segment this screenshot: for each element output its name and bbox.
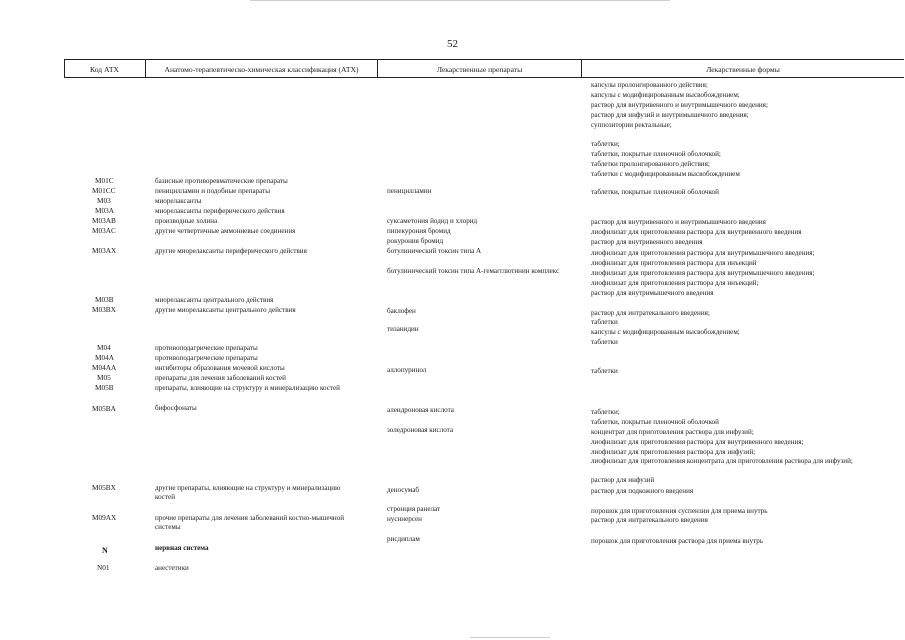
atc-name: производные холина: [155, 217, 218, 225]
atc-code: M01C: [95, 176, 114, 185]
drug-name: ботулинический токсин типа А-гемагглютинин комплекс: [387, 267, 560, 275]
forms-cell: лиофилизат для приготовления раствора для инъекций;: [591, 279, 759, 287]
atc-code: M05BA: [92, 404, 116, 413]
forms-cell: раствор для инфузий: [591, 476, 655, 484]
forms-cell: таблетки, покрытые пленочной оболочкой;: [591, 150, 721, 158]
drug-name: деносумаб: [387, 486, 419, 494]
forms-cell: лиофилизат для приготовления раствора для внутримышечного введения;: [591, 249, 815, 257]
drug-name: пипекурония бромид: [387, 227, 451, 235]
drug-name: тизанидин: [387, 325, 419, 333]
header-atc: Анатомо-терапевтическо-химическая классификация (АТХ): [164, 65, 359, 74]
atc-name: другие четвертичные аммониевые соединения: [155, 227, 296, 235]
atc-code: M03AX: [92, 246, 117, 255]
atc-name: ингибиторы образования мочевой кислоты: [155, 364, 285, 372]
forms-cell: таблетки: [591, 367, 618, 375]
atc-code: M03A: [95, 206, 115, 215]
forms-cell: раствор для подкожного введения: [591, 487, 694, 495]
forms-cell: раствор для инфузий и внутримышечного введения;: [591, 111, 749, 119]
atc-code: M03: [97, 196, 111, 205]
atc-code: M04A: [95, 353, 115, 362]
atc-name: препараты, влияющие на структуру и минерализацию костей: [155, 384, 340, 392]
forms-cell: порошок для приготовления раствора для приема внутрь: [591, 537, 764, 545]
forms-cell: раствор для внутривенного введения: [591, 238, 703, 246]
drug-name: баклофен: [387, 307, 416, 315]
atc-name: анестетики: [155, 564, 189, 572]
drug-name: пеницилламин: [387, 187, 432, 195]
atc-code: M05BX: [92, 483, 116, 492]
atc-name: противоподагрические препараты: [155, 344, 258, 352]
atc-name: нервная система: [155, 544, 209, 552]
atc-name: другие миорелаксанты периферического действия: [155, 247, 307, 255]
atc-name: другие миорелаксанты центрального действия: [155, 306, 296, 314]
forms-cell: капсулы с модифицированным высвобождением;: [591, 91, 740, 99]
forms-cell: лиофилизат для приготовления раствора для внутривенного введения;: [591, 438, 804, 446]
drug-name: суксаметония йодид и хлорид: [387, 217, 478, 225]
atc-code: M03B: [95, 295, 114, 304]
atc-name: миорелаксанты центрального действия: [155, 296, 274, 304]
scan-edge-bottom: [470, 637, 550, 638]
drug-name: золедроновая кислота: [387, 426, 454, 434]
header-forms: Лекарственные формы: [706, 65, 780, 74]
atc-code: M04AA: [92, 363, 117, 372]
forms-cell: лиофилизат для приготовления концентрата для приготовления раствора для инфузий;: [591, 457, 853, 465]
atc-name: препараты для лечения заболеваний костей: [155, 374, 286, 382]
forms-cell: таблетки, покрытые пленочной оболочкой: [591, 418, 719, 426]
atc-name: базисные противоревматические препараты: [155, 177, 288, 185]
atc-code: M03BX: [92, 305, 116, 314]
forms-cell: суппозитории ректальные;: [591, 121, 672, 129]
forms-cell: таблетки пролонгированного действия;: [591, 160, 710, 168]
atc-name: другие препараты, влияющие на структуру и минерализацию костей: [155, 484, 341, 502]
forms-cell: лиофилизат для приготовления раствора для внутримышечного введения;: [591, 269, 815, 277]
header-drugs: Лекарственные препараты: [436, 65, 523, 74]
forms-cell: таблетки;: [591, 408, 620, 416]
atc-name: прочие препараты для лечения заболеваний костно-мышечной системы: [155, 514, 345, 532]
forms-cell: капсулы с модифицированным высвобождением;: [591, 328, 740, 336]
atc-name: миорелаксанты периферического действия: [155, 207, 285, 215]
drug-name: стронция ранелат: [387, 505, 441, 513]
atc-code: M04: [97, 343, 111, 352]
forms-cell: раствор для интратекального введения: [591, 516, 708, 524]
forms-cell: лиофилизат для приготовления раствора для инфузий;: [591, 448, 756, 456]
atc-code: N: [102, 546, 108, 555]
forms-cell: раствор для внутривенного и внутримышечного введения: [591, 218, 766, 226]
atc-code: M03AB: [92, 216, 116, 225]
forms-cell: лиофилизат для приготовления раствора для внутривенного введения: [591, 228, 802, 236]
drug-name: алендроновая кислота: [387, 406, 454, 414]
header-code: Код АТХ: [90, 65, 119, 74]
atc-name: противоподагрические препараты: [155, 354, 258, 362]
atc-name: бифосфонаты: [155, 404, 197, 412]
drug-name: аллопуринол: [387, 366, 427, 374]
atc-name: пеницилламин и подобные препараты: [155, 187, 270, 195]
scan-edge-top: [250, 0, 670, 1]
forms-cell: таблетки с модифицированным высвобождением: [591, 170, 740, 178]
drug-name: рокурония бромид: [387, 237, 444, 245]
forms-cell: раствор для внутривенного и внутримышечного введения;: [591, 101, 768, 109]
atc-code: M09AX: [92, 513, 117, 522]
atc-code: N01: [97, 563, 110, 572]
atc-code: M05B: [95, 383, 114, 392]
forms-cell: раствор для внутримышечного введения: [591, 289, 714, 297]
forms-cell: концентрат для приготовления раствора для инфузий;: [591, 428, 754, 436]
atc-name: миорелаксанты: [155, 197, 202, 205]
table-top-rule: [64, 59, 904, 60]
atc-code: M01CC: [92, 186, 116, 195]
page-number: 52: [447, 38, 458, 50]
forms-cell: капсулы пролонгированного действия;: [591, 81, 708, 89]
drug-name: ботулинический токсин типа А: [387, 247, 482, 255]
forms-cell: порошок для приготовления суспензии для приема внутрь: [591, 507, 768, 515]
drug-name: нусинерсен: [387, 515, 422, 523]
forms-cell: таблетки;: [591, 140, 620, 148]
forms-cell: таблетки, покрытые пленочной оболочкой: [591, 188, 719, 196]
forms-cell: лиофилизат для приготовления раствора для инъекций: [591, 259, 757, 267]
atc-code: M03AC: [92, 226, 116, 235]
atc-code: M05: [97, 373, 111, 382]
forms-cell: таблетки: [591, 338, 618, 346]
table-header-bottom-rule: [64, 77, 904, 78]
drug-name: рисдиплам: [387, 535, 420, 543]
forms-cell: таблетки: [591, 318, 618, 326]
forms-cell: раствор для интратекального введения;: [591, 309, 710, 317]
